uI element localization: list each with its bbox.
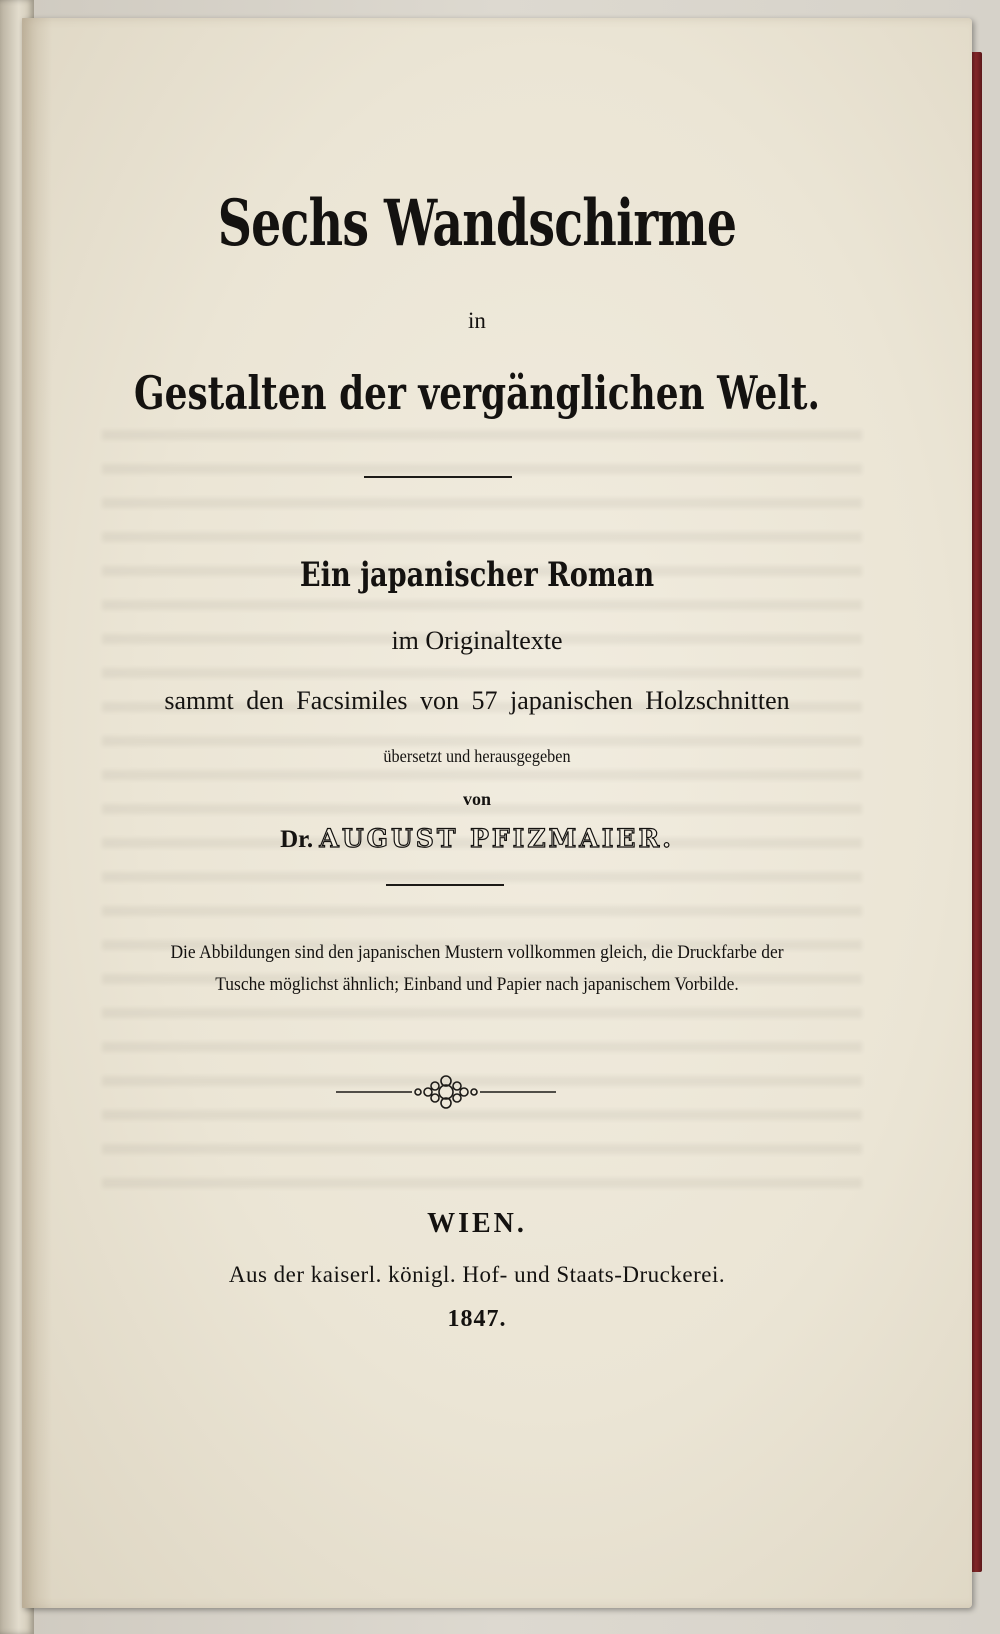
by-line: von — [462, 789, 491, 809]
book-subtitle: Gestalten der vergänglichen Welt. — [133, 366, 820, 420]
divider-rule-top — [364, 476, 512, 478]
translated-line: übersetzt und herausgegeben — [383, 746, 571, 766]
author-name: AUGUST PFIZMAIER. — [319, 824, 674, 853]
printer-line: Aus der kaiserl. königl. Hof- und Staats-Druckerei. — [228, 1262, 726, 1287]
facsimiles-line: sammt den Facsimiles von 57 japanischen Holzschnitten — [164, 686, 790, 715]
title-connector: in — [468, 308, 486, 333]
genre-line: Ein japanischer Roman — [299, 555, 655, 595]
author-line — [22, 824, 932, 854]
place-of-publication: WIEN. — [427, 1208, 527, 1239]
original-text-line: im Originaltexte — [391, 626, 563, 655]
title-page — [22, 18, 972, 1608]
note-line-1: Die Abbildungen sind den japanischen Mustern vollkommen gleich, die Druckfarbe der — [170, 942, 784, 963]
divider-rule-middle — [386, 884, 504, 886]
book-title: Sechs Wandschirme — [217, 186, 737, 261]
publication-year: 1847. — [447, 1306, 507, 1332]
note-line-2: Tusche möglichst ähnlich; Einband und Papier nach japanischem Vorbilde. — [215, 974, 739, 995]
floral-ornament-icon — [336, 1072, 556, 1112]
author-prefix: Dr. — [280, 826, 314, 853]
